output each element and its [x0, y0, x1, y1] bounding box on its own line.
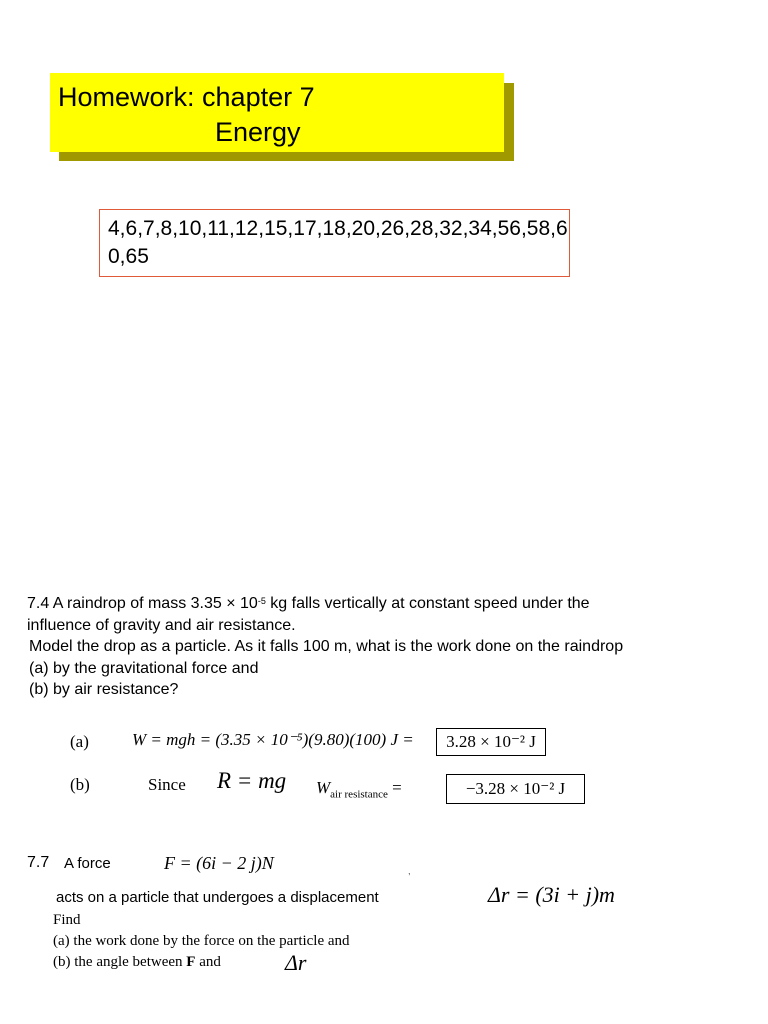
mass-exponent: -5: [257, 596, 266, 606]
equals-sign: =: [392, 778, 402, 797]
problem-list-text: 4,6,7,8,10,11,12,15,17,18,20,26,28,32,34,56,58,60,65: [108, 217, 568, 268]
problem-7-4-line4: (a) by the gravitational force and: [29, 659, 259, 677]
find-label: Find: [53, 912, 81, 928]
problem-7-4-line5: (b) by air resistance?: [29, 681, 179, 698]
page-subtitle: Energy: [215, 117, 301, 147]
problem-7-4: [27, 593, 762, 701]
since-label: Since: [148, 775, 186, 794]
problem-7-4-line1: [27, 593, 762, 615]
problem-7-4-line1-pre: 7.4 A raindrop of mass 3.35 × 10: [27, 595, 258, 612]
problem-7-7-number: 7.7: [27, 854, 50, 871]
work-air-resistance: [316, 778, 402, 800]
problem-7-4-line1-post: kg falls vertically at constant speed under the: [265, 595, 590, 612]
problem-7-7-part-b: [53, 954, 221, 971]
stray-tick-mark: ,: [408, 866, 411, 876]
displacement-equation: Δr = (3i + j)m: [488, 882, 615, 907]
problem-7-4-line2: influence of gravity and air resistance.: [27, 616, 296, 634]
force-symbol: F: [186, 954, 196, 970]
w-subscript: air resistance: [330, 788, 388, 801]
part-b-pre: (b) the angle between: [53, 954, 187, 970]
w-symbol: W: [316, 778, 331, 797]
page-title: Homework: chapter 7: [58, 82, 315, 112]
part-a-label: (a): [70, 732, 89, 751]
part-a-answer: 3.28 × 10⁻² J: [436, 728, 546, 756]
part-b-answer: −3.28 × 10⁻² J: [446, 774, 585, 804]
delta-r-symbol: Δr: [285, 950, 307, 975]
acts-text: acts on a particle that undergoes a displacement: [56, 889, 379, 906]
problem-7-7-part-a: (a) the work done by the force on the particle and: [53, 933, 350, 949]
part-a-equation: W = mgh = (3.35 × 10⁻⁵)(9.80)(100) J =: [132, 730, 414, 749]
part-b-post: and: [195, 954, 221, 970]
force-label: A force: [64, 855, 111, 872]
part-b-label: (b): [70, 775, 90, 794]
relation-equation: R = mg: [217, 768, 287, 793]
problem-7-4-line3: Model the drop as a particle. As it falls 100 m, what is the work done on the raindrop: [29, 638, 624, 655]
force-equation: F = (6i − 2 j)N: [164, 853, 274, 873]
